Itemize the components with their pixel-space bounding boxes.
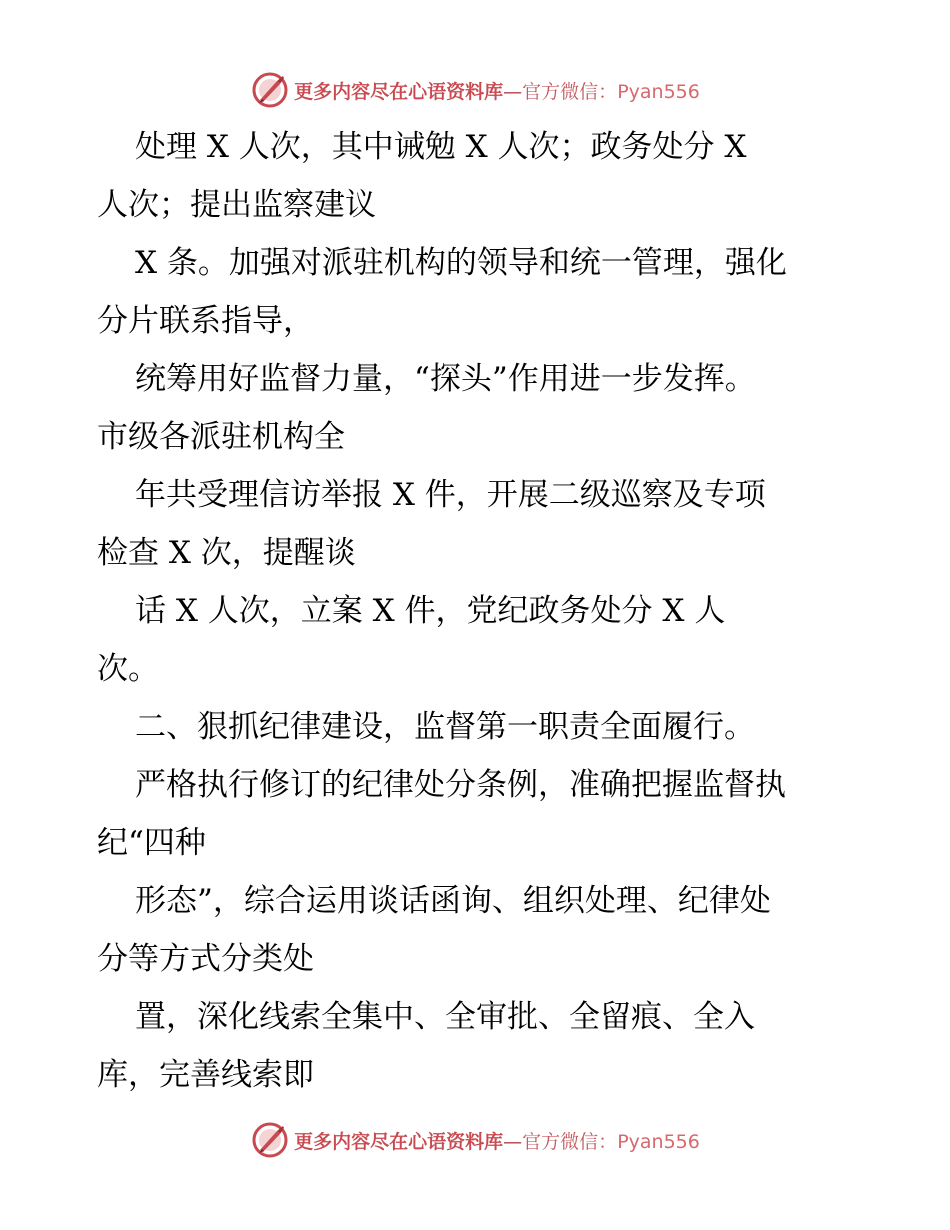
watermark-dash: — xyxy=(503,1130,523,1153)
text-line: 分等方式分类处 xyxy=(97,941,314,977)
watermark-id: Pyan556 xyxy=(617,80,700,103)
document-body xyxy=(97,118,877,1104)
text-line: 库，完善线索即 xyxy=(97,1057,314,1093)
header-watermark xyxy=(0,68,950,112)
text-line: 年共受理信访举报 X 件，开展二级巡察及专项 xyxy=(135,477,766,513)
watermark-sub: 官方微信： xyxy=(522,80,618,103)
quill-pen-seal-icon xyxy=(250,70,290,110)
watermark-main: 更多内容尽在心语资料库 xyxy=(294,1130,504,1153)
text-line: 检查 X 次，提醒谈 xyxy=(97,535,356,571)
text-line: 严格执行修订的纪律处分条例，准确把握监督执 xyxy=(135,767,786,803)
watermark-text xyxy=(294,77,700,104)
text-line: 市级各派驻机构全 xyxy=(97,419,345,455)
text-line: 二、狠抓纪律建设，监督第一职责全面履行。 xyxy=(135,709,755,745)
text-line: 纪“四种 xyxy=(97,825,206,861)
text-line: 次。 xyxy=(97,651,159,687)
text-line: 人次；提出监察建议 xyxy=(97,187,376,223)
watermark-dash: — xyxy=(503,80,523,103)
footer-watermark xyxy=(0,1118,950,1162)
text-line: 话 X 人次，立案 X 件，党纪政务处分 X 人 xyxy=(135,593,726,629)
quill-pen-seal-icon xyxy=(250,1120,290,1160)
text-line: 统筹用好监督力量，“探头”作用进一步发挥。 xyxy=(135,361,756,397)
watermark-text xyxy=(294,1127,700,1154)
watermark-id: Pyan556 xyxy=(617,1130,700,1153)
text-line: X 条。加强对派驻机构的领导和统一管理，强化 xyxy=(135,245,787,281)
text-line: 形态”，综合运用谈话函询、组织处理、纪律处 xyxy=(135,883,771,919)
text-line: 分片联系指导， xyxy=(97,303,314,339)
watermark-sub: 官方微信： xyxy=(522,1130,618,1153)
text-line: 处理 X 人次，其中诫勉 X 人次；政务处分 X xyxy=(135,129,747,165)
text-line: 置，深化线索全集中、全审批、全留痕、全入 xyxy=(135,999,755,1035)
watermark-main: 更多内容尽在心语资料库 xyxy=(294,80,504,103)
